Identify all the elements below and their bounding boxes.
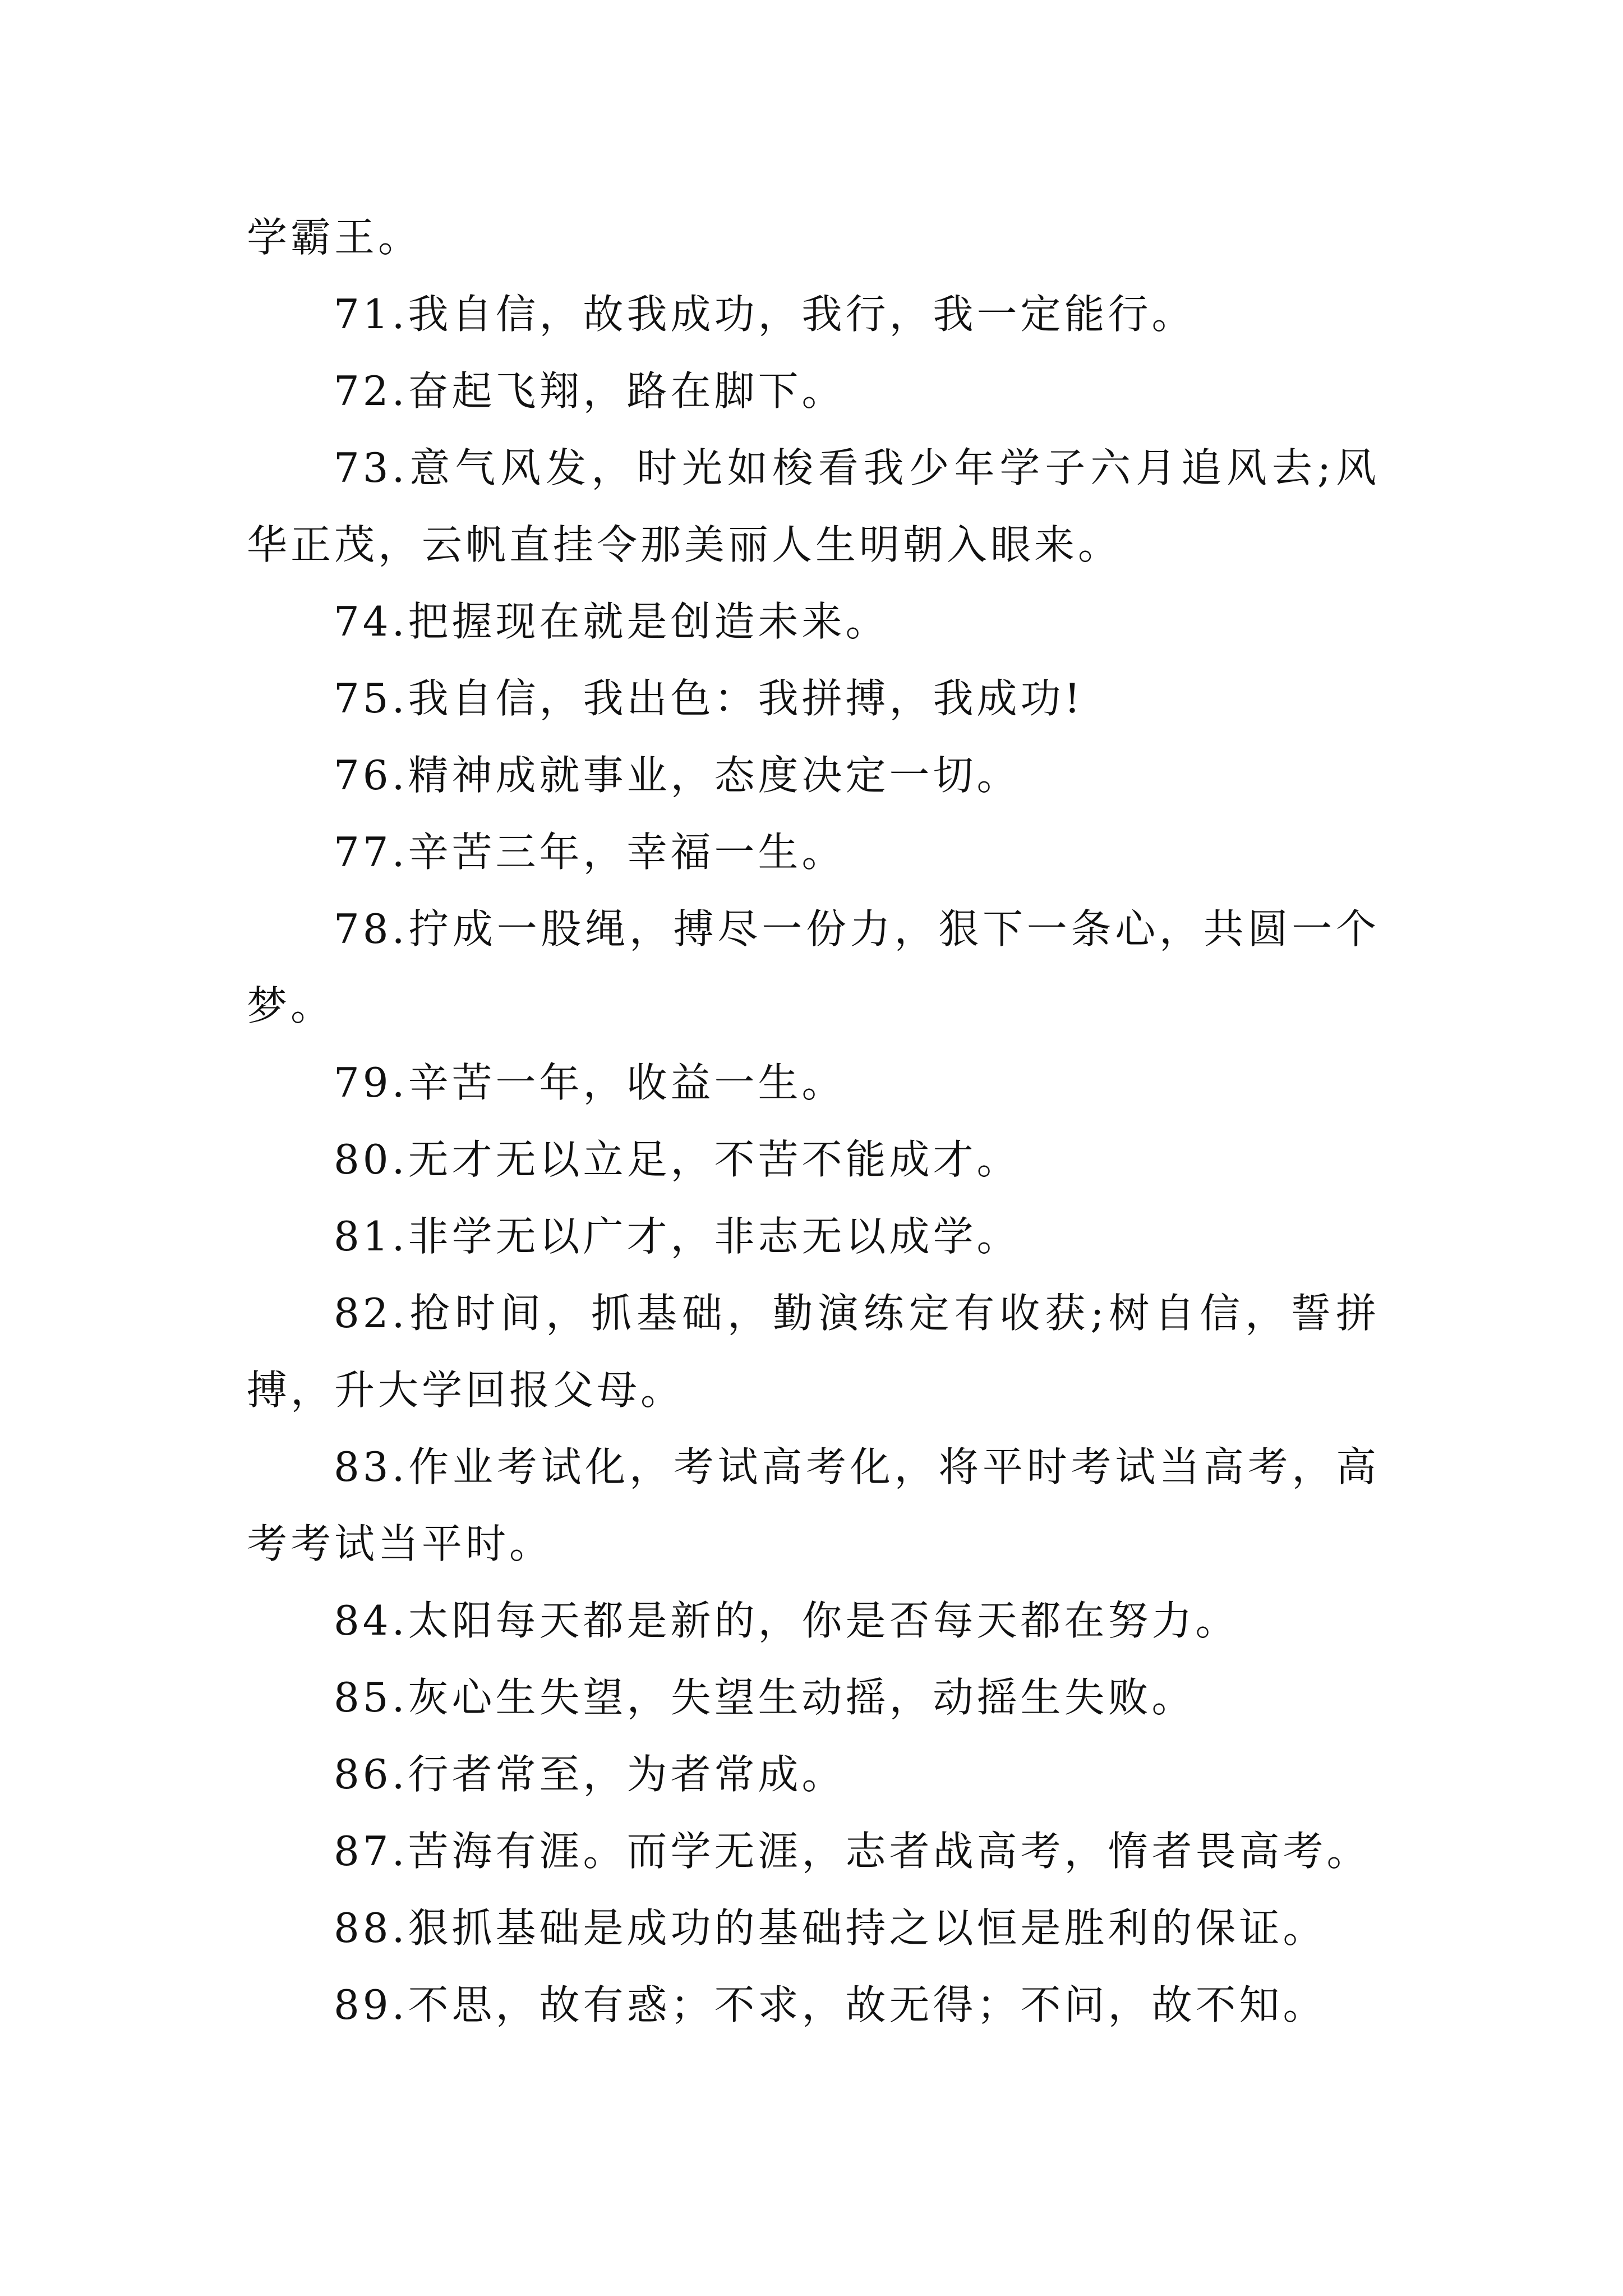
paragraph-item-76: 76.精神成就事业，态度决定一切。 — [334, 752, 1021, 799]
paragraph-item-86: 86.行者常至，为者常成。 — [334, 1751, 846, 1798]
paragraph-item-83: 83.作业考试化，考试高考化，将平时考试当高考，高考考试当平时。 — [247, 1443, 1380, 1567]
paragraph-item-73: 73.意气风发，时光如梭看我少年学子六月追风去;风华正茂，云帆直挂令那美丽人生明朝入眼来。 — [247, 444, 1380, 568]
paragraph-item-89: 89.不思，故有惑；不求，故无得；不问，故不知。 — [334, 1981, 1327, 2028]
paragraph-item-74: 74.把握现在就是创造未来。 — [334, 598, 889, 645]
document-body — [247, 199, 1380, 2044]
paragraph-item-75: 75.我自信，我出色：我拼搏，我成功! — [334, 675, 1084, 722]
paragraph-item-71: 71.我自信，故我成功，我行，我一定能行。 — [334, 291, 1196, 338]
paragraph-item-79: 79.辛苦一年，收益一生。 — [334, 1059, 846, 1106]
paragraph-item-85: 85.灰心生失望，失望生动摇，动摇生失败。 — [334, 1674, 1196, 1721]
paragraph-item-81: 81.非学无以广才，非志无以成学。 — [334, 1213, 1021, 1260]
paragraph-item-87: 87.苦海有涯。而学无涯，志者战高考，惰者畏高考。 — [334, 1828, 1371, 1875]
paragraph-continuation: 学霸王。 — [247, 214, 422, 261]
paragraph-item-84: 84.太阳每天都是新的，你是否每天都在努力。 — [334, 1597, 1239, 1644]
paragraph-item-72: 72.奋起飞翔，路在脚下。 — [334, 367, 846, 415]
paragraph-item-80: 80.无才无以立足，不苦不能成才。 — [334, 1136, 1021, 1183]
paragraph-item-82: 82.抢时间，抓基础，勤演练定有收获;树自信，誓拼搏，升大学回报父母。 — [247, 1290, 1380, 1414]
paragraph-item-78: 78.拧成一股绳，搏尽一份力，狠下一条心，共圆一个梦。 — [247, 905, 1380, 1029]
paragraph-item-77: 77.辛苦三年，幸福一生。 — [334, 829, 846, 876]
paragraph-item-88: 88.狠抓基础是成功的基础持之以恒是胜利的保证。 — [334, 1904, 1327, 1952]
